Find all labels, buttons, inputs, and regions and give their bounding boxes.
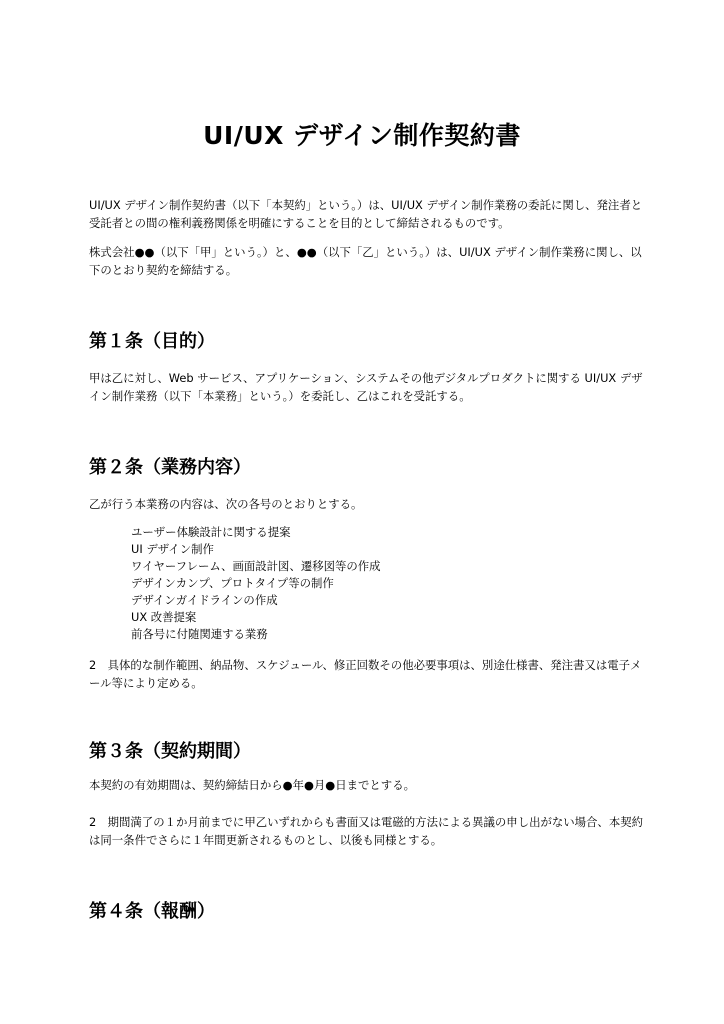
document-title: UI/UX デザイン制作契約書 [203,121,521,150]
intro-paragraph-2: 株式会社●●（以下「甲」という。）と、●●（以下「乙」という。）は、UI/UX デザイン制作業務に関し、以下のとおり契約を締結する。 [89,245,642,277]
article-2-item-list [131,524,381,643]
list-item: デザインガイドラインの作成 [131,593,278,607]
list-item: ワイヤーフレーム、画面設計図、遷移図等の作成 [131,559,381,573]
article-2-heading: 第２条（業務内容） [89,457,251,478]
list-item: UX 改善提案 [131,610,197,624]
article-2-paragraph-2: 2 具体的な制作範囲、納品物、スケジュール、修正回数その他必要事項は、別途仕様書、発注書又は電子メール等により定める。 [89,658,642,690]
article-4-heading: 第４条（報酬） [89,901,215,922]
article-3-heading: 第３条（契約期間） [89,741,251,762]
list-item: デザインカンプ、プロトタイプ等の制作 [131,576,334,590]
list-item: UI デザイン制作 [131,542,214,556]
intro-paragraph-1: UI/UX デザイン制作契約書（以下「本契約」という。）は、UI/UX デザイン制作業務の委託に関し、発注者と受託者との間の権利義務関係を明確にすることを目的として締結されるものです。 [89,198,643,230]
article-1-paragraph: 甲は乙に対し、Web サービス、アプリケーション、システムその他デジタルプロダクトに関する UI/UX デザイン制作業務（以下「本業務」という。）を委託し、乙はこれを受託する。 [89,371,643,403]
article-3-paragraph-2: 2 期間満了の１か月前までに甲乙いずれからも書面又は電磁的方法による異議の申し出がない場合、本契約は同一条件でさらに１年間更新されるものとし、以後も同様とする。 [89,815,643,847]
article-2-lead: 乙が行う本業務の内容は、次の各号のとおりとする。 [89,497,363,511]
article-3-paragraph-1: 本契約の有効期間は、契約締結日から●年●月●日までとする。 [89,778,415,792]
list-item: ユーザー体験設計に関する提案 [131,525,291,539]
list-item: 前各号に付随関連する業務 [131,627,268,641]
article-1-heading: 第１条（目的） [89,331,215,352]
